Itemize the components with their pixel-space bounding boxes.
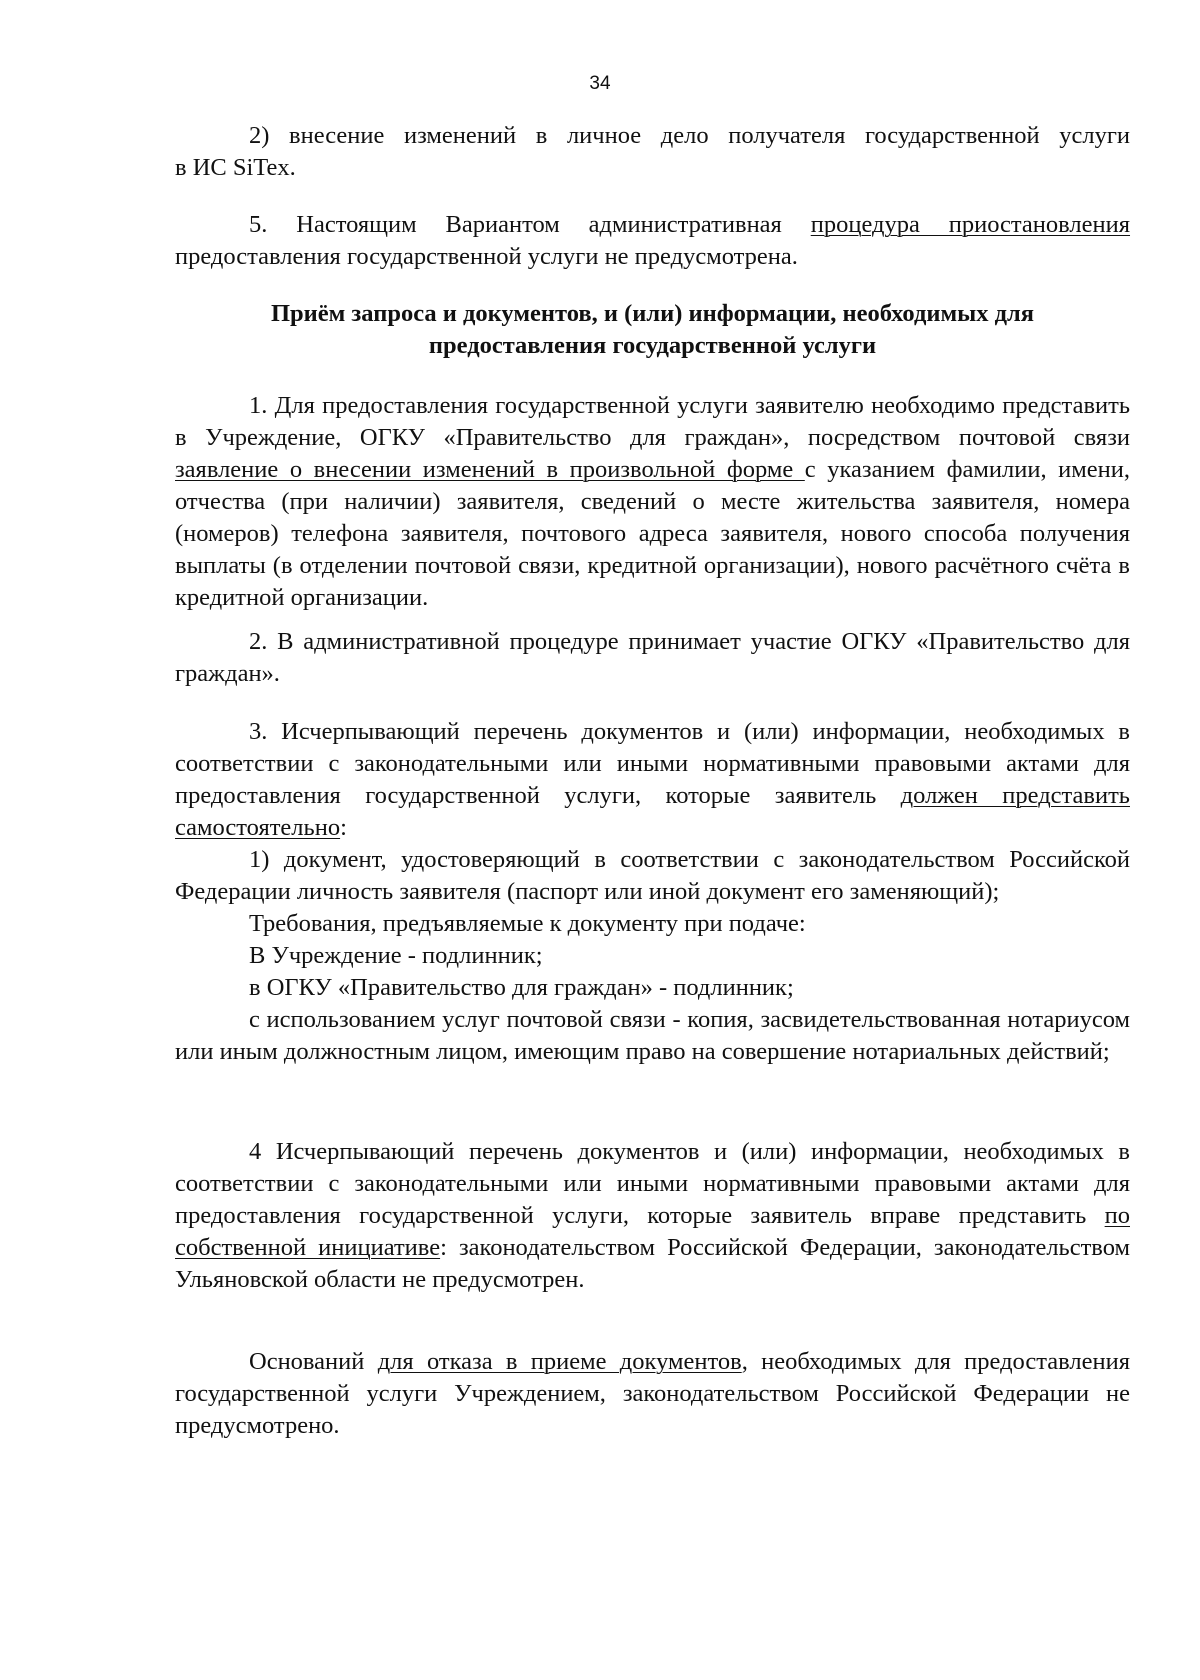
underlined-phrase: для отказа в приеме документов xyxy=(377,1348,742,1375)
paragraph-line: в ИС SiTex. xyxy=(175,154,296,181)
item-4-optional-documents: 4 Исчерпывающий перечень документов и (или) информации, необходимых в соответствии с законодательными или иными нормативными правовыми актами для предоставления государственной услуги, которые заявитель вправе представить по собственной инициативе: законодательством Российской Федерации, законодательством Ульяновской области не предусмотрен. xyxy=(175,1138,1131,1293)
section-heading: Приём запроса и документов, и (или) информации, необходимых для предоставления государственной услуги xyxy=(270,300,1035,359)
paragraph-line: 2) внесение изменений в личное дело получателя государственной услуги xyxy=(249,122,1130,149)
underlined-phrase: процедура приостановления xyxy=(810,211,1131,238)
item-3-intro: 3. Исчерпывающий перечень документов и (или) информации, необходимых в соответствии с законодательными или иными нормативными правовыми актами для предоставления государственной услуги, которые заявитель должен представить самостоятельно: xyxy=(175,718,1130,841)
underlined-phrase: должен представить самостоятельно xyxy=(175,782,1130,841)
page-number: 34 xyxy=(589,73,611,94)
requirement-line: в ОГКУ «Правительство для граждан» - подлинник; xyxy=(249,974,794,1001)
requirement-line: В Учреждение - подлинник; xyxy=(249,942,543,969)
item-3-required-documents xyxy=(175,716,1130,1068)
underlined-phrase: по собственной инициативе xyxy=(175,1202,1130,1261)
underlined-phrase: заявление о внесении изменений в произвольной форме xyxy=(175,456,805,483)
requirements-title: Требования, предъявляемые к документу при подаче: xyxy=(249,910,806,937)
paragraph-2-changes xyxy=(175,120,1130,184)
item-1-application: 1. Для предоставления государственной услуги заявителю необходимо представить в Учреждение, ОГКУ «Правительство для граждан», посредством почтовой связи заявление о внесении изменений в произвольной форме с указанием фамилии, имени, отчества (при наличии) заявителя, сведений о месте жительства заявителя, номера (номеров) телефона заявителя, почтового адреса заявителя, нового способа получения выплаты (в отделении почтовой связи, кредитной организации), нового расчётного счёта в кредитной организации. xyxy=(175,392,1130,611)
item-2-participant: 2. В административной процедуре принимает участие ОГКУ «Правительство для граждан». xyxy=(175,628,1130,687)
final-paragraph: Оснований для отказа в приеме документов, необходимых для предоставления государственной услуги Учреждением, законодательством Российской Федерации не предусмотрено. xyxy=(175,1348,1130,1439)
paragraph-line: 5. Настоящим Вариантом административная процедура приостановления xyxy=(249,211,1131,238)
paragraph-line: предоставления государственной услуги не предусмотрена. xyxy=(175,243,798,270)
requirement-line: с использованием услуг почтовой связи - копия, засвидетельствованная нотариусом или иным должностным лицом, имеющим право на совершение нотариальных действий; xyxy=(175,1006,1130,1065)
paragraph-5-suspension xyxy=(175,209,1130,273)
item-3-document: 1) документ, удостоверяющий в соответствии с законодательством Российской Федерации личность заявителя (паспорт или иной документ его заменяющий); xyxy=(175,846,1130,905)
